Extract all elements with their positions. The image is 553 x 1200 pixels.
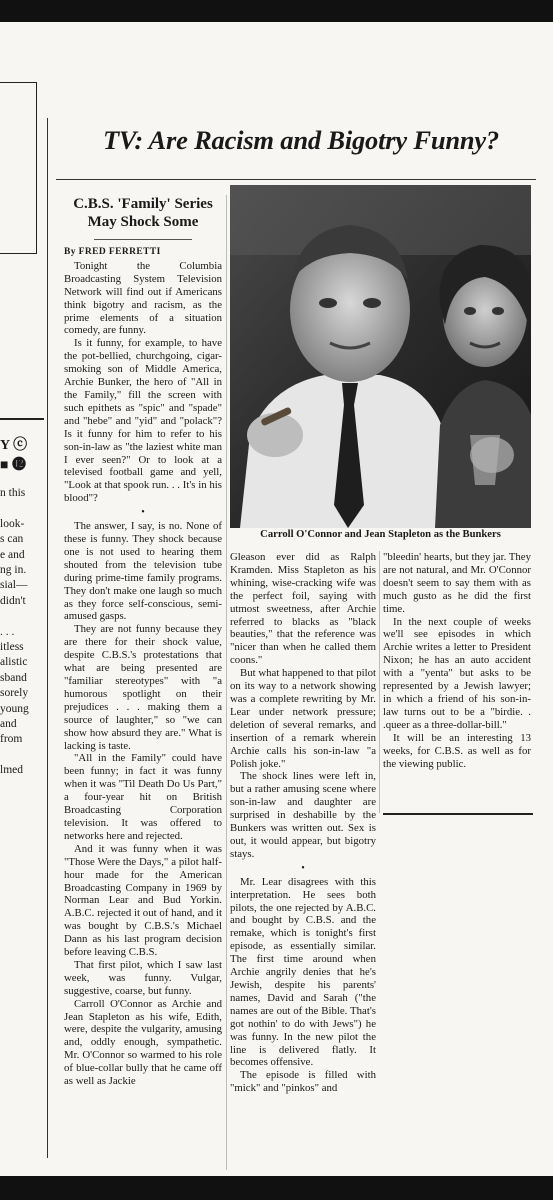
paragraph: And it was funny when it was "Those Were the Days," a pilot half-hour made for the American Broadcasting Company in 1969 by Norman Lear and Bud Yorkin. A.B.C. rejected it out of hand, and it was bought by C.B.S.'s Michael Dann as his last program decision before leaving C.B.S. [64,842,222,959]
left-neighbor-line: n this [0,487,26,499]
byline: By FRED FERRETTI [64,247,161,257]
column-separator [379,551,380,813]
article-column-3 [383,551,531,811]
paragraph: Tonight the Columbia Broadcasting System Television Network will find out if Americans think bigotry and racism, as the prime elements of a situation comedy, are funny. [64,259,222,337]
column-divider [47,118,48,1158]
left-neighbor-line: e and [0,548,25,561]
left-neighbor-line: ng in. [0,564,27,576]
headline: TV: Are Racism and Bigotry Funny? [102,125,500,155]
paragraph: It will be an interesting 13 weeks, for C.B.S. as well as for the viewing public. [383,731,531,770]
left-neighbor-rule [0,418,44,420]
paragraph: The answer, I say, is no. None of these is funny. They shock because one is not used to hearing them shouted from the television tube during prime-time family programs. They don't make one laugh so much as they force self-conscious, semi-amused gasps. [64,520,222,623]
paragraph: That first pilot, which I saw last week, was funny. Vulgar, suggestive, coarse, but funny. [64,958,222,997]
kicker: C.B.S. 'Family' Series May Shock Some [73,196,213,230]
photo-caption: Carroll O'Connor and Jean Stapleton as the Bunkers [260,529,501,540]
paragraph: "All in the Family" could have been funny; in fact it was funny when it was "Til Death Do Us Part," a four-year hit on British Broadcasting Corporation television. It was offered to networks here and rejected. [64,752,222,842]
left-neighbor-box [0,82,37,254]
top-black-bar [0,0,553,22]
paragraph: Gleason ever did as Ralph Kramden. Miss Stapleton as his whining, wise-cracking wife was the perfect foil, saying with utmost sweetness, after Archie referred to blacks as "black beauties," that the reference was "nicer than when he called them coons." [230,551,376,667]
paragraph: But what happened to that pilot on its way to a network showing was a complete rewriting by Mr. Lear under network pressure; deletion of several remarks, and insertion of a remark wherein Archie calls his son-in-law "a Polish joke." [230,667,376,770]
left-neighbor-line: itless [0,641,24,653]
paragraph: The shock lines were left in, but a rather amusing scene where son-in-law and daughter are surprised in deshabille by the Bunkers was written out. Sex is out, it would appear, but bigotry stays. [230,770,376,860]
article-end-rule [383,813,533,815]
left-neighbor-line: alistic [0,656,28,669]
left-neighbor-line: sband [0,671,27,684]
left-neighbor-line: sorely [0,687,29,700]
article-column-1 [64,195,222,1170]
article-photo [230,185,531,528]
kicker-rule [94,239,192,240]
article-column-2 [230,551,376,1171]
left-neighbor-line: look- [0,517,25,530]
left-neighbor-line: young [0,702,29,715]
headline-rule [56,179,536,180]
paragraph: "bleedin' hearts, but they jar. They are not natural, and Mr. O'Connor doesn't seem to say them with as much gusto as he did the first time. [383,551,531,615]
left-neighbor-line: sial— [0,579,28,592]
paragraph: In the next couple of weeks we'll see episodes in which Archie writes a letter to President Nixon; he has an auto accident with a "yenta" but asks to be represented by a Jewish lawyer; in which a friend of his son-in-law turns out to be a "birdie. . .queer as a three-dollar-bill." [383,615,531,731]
paragraph: Mr. Lear disagrees with this interpretation. He sees both pilots, the one rejected by A.B.C. and bought by C.B.S. and the remake, which is tonight's first episode, as essentially similar. The first time around when Archie angrily denies that he's Jewish, despite his parents' names, David and Sarah ("the names are out of the Bible. That's got nothin' to do with Jews") he was funny. In the new pilot the line is delivered flatly. It becomes offensive. [230,875,376,1069]
column-separator [226,195,227,1170]
left-neighbor-line: didn't [0,594,26,607]
paragraph: Carroll O'Connor as Archie and Jean Stapleton as his wife, Edith, were, despite the vulgarity, amusing and, oddly enough, sympathetic. Mr. O'Connor so warmed to his role of blue-collar bully that he came off as well as Jackie [64,997,222,1088]
left-neighbor-logo: Y ⓒ ■ ⓬ [0,438,28,473]
paragraph: Is it funny, for example, to have the pot-bellied, churchgoing, cigar-smoking son of Middle America, Archie Bunker, the hero of "All in the Family," fill the screen with such epithets as "spic" and "spade" and "hebe" and "yid" and "polack"? Is it funny for him to refer to his son-in-law as "the laziest white man I ever seen?" Or to look at a televised football game and yell, "Look at that spook run. . . It's in his blood"? [64,337,222,505]
paragraph: The episode is filled with "mick" and "pinkos" and [230,1069,376,1095]
left-neighbor-line: and [0,718,17,730]
bottom-black-bar [0,1176,553,1200]
left-neighbor-line: from [0,733,23,746]
left-neighbor-line: lmed [0,764,23,777]
left-neighbor-line: . . . [0,625,15,638]
section-bullet: • [141,507,145,519]
paragraph: They are not funny because they are there for their shock value, despite C.B.S.'s protestations that what are being presented are "familiar stereotypes" with "a humorous spotlight on their prejudices . . . making them a source of laughter," so "we can show how absurd they are." What is lacking is taste. [64,623,222,752]
section-bullet: • [301,862,305,874]
left-neighbor-line: s can [0,533,24,546]
photo-image [230,185,531,528]
